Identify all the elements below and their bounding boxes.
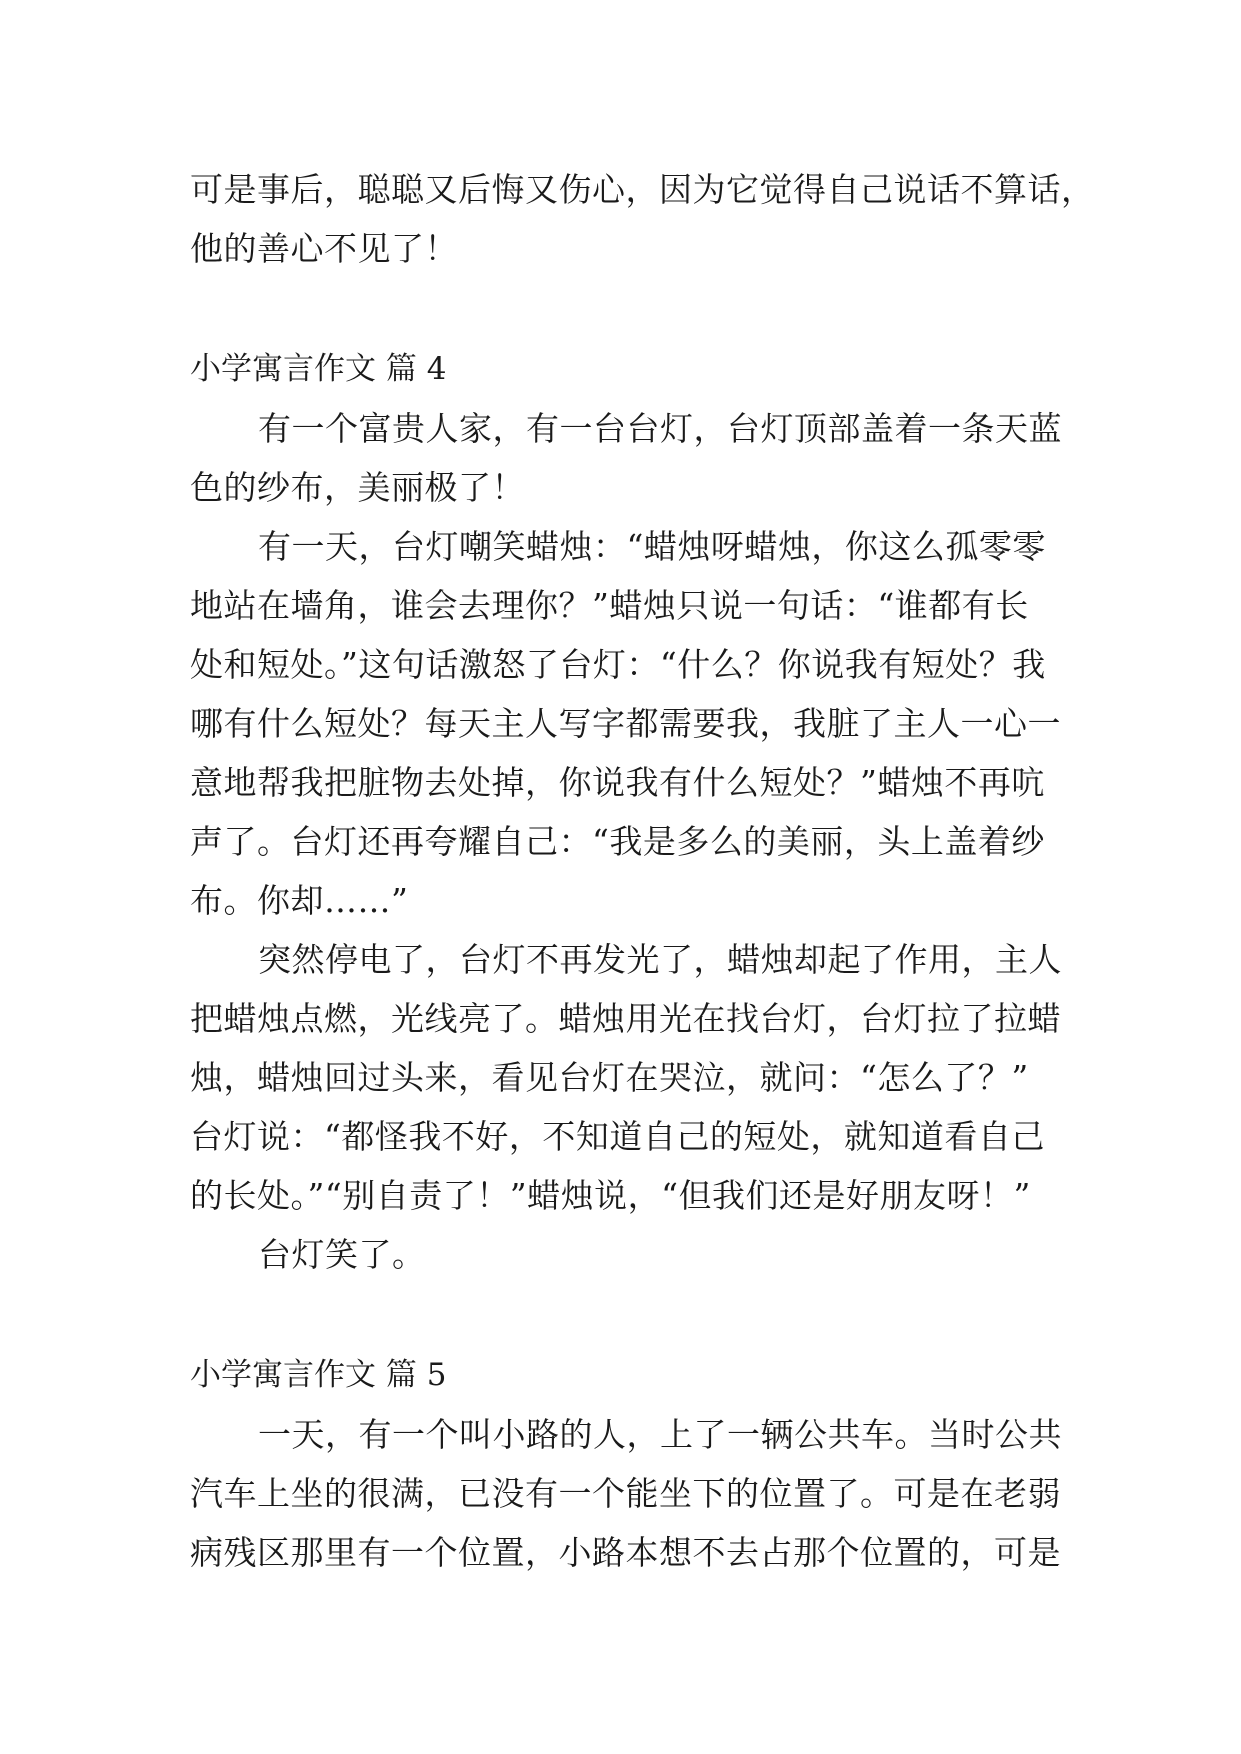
document-body <box>190 160 1095 1582</box>
paragraph-line: 台灯说：“都怪我不好，不知道自己的短处，就知道看自己 <box>190 1117 1045 1156</box>
paragraph-line: 声了。台灯还再夸耀自己：“我是多么的美丽，头上盖着纱 <box>190 822 1045 861</box>
paragraph-line: 汽车上坐的很满，已没有一个能坐下的位置了。可是在老弱 <box>190 1474 1061 1513</box>
paragraph-line: 台灯笑了。 <box>258 1235 426 1274</box>
paragraph-line: 可是事后，聪聪又后悔又伤心，因为它觉得自己说话不算话， <box>190 170 1095 209</box>
paragraph-line: 色的纱布，美丽极了！ <box>190 468 525 507</box>
paragraph-line: 把蜡烛点燃，光线亮了。蜡烛用光在找台灯，台灯拉了拉蜡 <box>190 999 1061 1038</box>
paragraph-line: 有一个富贵人家，有一台台灯，台灯顶部盖着一条天蓝 <box>258 409 1062 448</box>
paragraph-line: 哪有什么短处？每天主人写字都需要我，我脏了主人一心一 <box>190 704 1061 743</box>
paragraph-line: 处和短处。”这句话激怒了台灯：“什么？你说我有短处？我 <box>190 645 1046 684</box>
paragraph-line: 烛，蜡烛回过头来，看见台灯在哭泣，就问：“怎么了？” <box>190 1058 1029 1097</box>
paragraph-line: 他的善心不见了！ <box>190 229 458 268</box>
paragraph-line: 布。你却……” <box>190 881 409 920</box>
section-title: 小学寓言作文 篇 4 <box>190 351 447 387</box>
section-title: 小学寓言作文 篇 5 <box>190 1357 447 1393</box>
section-spacer <box>190 278 1060 340</box>
paragraph-line: 突然停电了，台灯不再发光了，蜡烛却起了作用，主人 <box>258 940 1062 979</box>
paragraph-line: 一天，有一个叫小路的人，上了一辆公共车。当时公共 <box>258 1415 1062 1454</box>
paragraph-line: 地站在墙角，谁会去理你？”蜡烛只说一句话：“谁都有长 <box>190 586 1029 625</box>
paragraph-line: 有一天，台灯嘲笑蜡烛：“蜡烛呀蜡烛，你这么孤零零 <box>258 527 1046 566</box>
paragraph-line: 病残区那里有一个位置，小路本想不去占那个位置的，可是 <box>190 1533 1061 1572</box>
paragraph-line: 的长处。”“别自责了！”蜡烛说，“但我们还是好朋友呀！” <box>190 1176 1031 1215</box>
paragraph-line: 意地帮我把脏物去处掉，你说我有什么短处？”蜡烛不再吭 <box>190 763 1045 802</box>
section-spacer <box>190 1284 1060 1346</box>
